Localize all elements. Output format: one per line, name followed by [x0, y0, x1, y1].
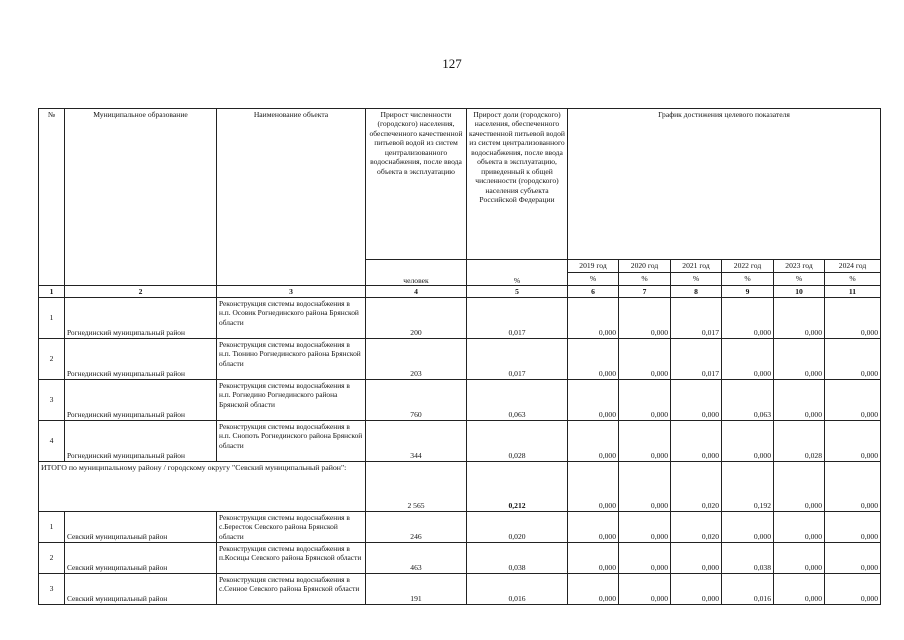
municipality-cell: Рогнединский муниципальный район — [65, 339, 217, 380]
table-row — [39, 421, 881, 462]
year-2023: 2023 год — [774, 260, 825, 273]
value-2022: 0,000 — [722, 421, 774, 462]
value-2023: 0,000 — [774, 339, 825, 380]
value-2019: 0,000 — [568, 421, 619, 462]
municipality-cell: Севский муниципальный район — [65, 512, 217, 543]
value-2021: 0,000 — [671, 574, 722, 605]
value-2021: 0,000 — [671, 380, 722, 421]
column-number: 10 — [774, 286, 825, 298]
header-growth-count: Прирост численности (городского) населения, обеспеченного качественной питьевой водой из систем централизованного водоснабжения, после ввода объекта в эксплуатацию — [366, 109, 467, 260]
value-2023: 0,028 — [774, 421, 825, 462]
year-2020: 2020 год — [619, 260, 671, 273]
total-2024: 0,000 — [825, 462, 881, 512]
value-2020: 0,000 — [619, 512, 671, 543]
municipality-cell: Рогнединский муниципальный район — [65, 421, 217, 462]
people-cell: 463 — [366, 543, 467, 574]
column-number: 3 — [217, 286, 366, 298]
value-2021: 0,000 — [671, 543, 722, 574]
table-row — [39, 574, 881, 605]
row-number: 3 — [39, 380, 65, 421]
value-2023: 0,000 — [774, 512, 825, 543]
year-2024: 2024 год — [825, 260, 881, 273]
municipality-cell: Севский муниципальный район — [65, 543, 217, 574]
header-growth-share: Прирост доли (городского) населения, обеспеченного качественной питьевой водой из систем централизованного водоснабжения, после ввода объекта в эксплуатацию, приведенный к общей численности (городского) населения субъекта Российской Федерации — [467, 109, 568, 260]
value-2020: 0,000 — [619, 421, 671, 462]
total-share: 0,212 — [467, 462, 568, 512]
total-row — [39, 462, 881, 512]
row-number: 3 — [39, 574, 65, 605]
value-2020: 0,000 — [619, 574, 671, 605]
value-2019: 0,000 — [568, 298, 619, 339]
header-no: № — [39, 109, 65, 286]
row-number: 4 — [39, 421, 65, 462]
value-2020: 0,000 — [619, 543, 671, 574]
value-2022: 0,016 — [722, 574, 774, 605]
object-cell: Реконструкция системы водоснабжения в с.Сенное Севского района Брянской области — [217, 574, 366, 605]
column-number: 7 — [619, 286, 671, 298]
header-object: Наименование объекта — [217, 109, 366, 286]
share-cell: 0,016 — [467, 574, 568, 605]
row-number: 2 — [39, 339, 65, 380]
unit-percent-2020: % — [619, 273, 671, 286]
object-cell: Реконструкция системы водоснабжения в н.п. Осовик Рогнединского района Брянской области — [217, 298, 366, 339]
target-indicator-table — [38, 108, 881, 605]
column-number: 11 — [825, 286, 881, 298]
column-number: 6 — [568, 286, 619, 298]
unit-percent-2019: % — [568, 273, 619, 286]
total-2020: 0,000 — [619, 462, 671, 512]
total-2021: 0,020 — [671, 462, 722, 512]
share-cell: 0,017 — [467, 298, 568, 339]
share-cell: 0,028 — [467, 421, 568, 462]
value-2024: 0,000 — [825, 574, 881, 605]
value-2024: 0,000 — [825, 421, 881, 462]
object-cell: Реконструкция системы водоснабжения в н.п. Тюнино Рогнединского района Брянской области — [217, 339, 366, 380]
header-row — [39, 109, 881, 260]
table-row — [39, 339, 881, 380]
column-number: 1 — [39, 286, 65, 298]
value-2022: 0,000 — [722, 298, 774, 339]
value-2023: 0,000 — [774, 298, 825, 339]
value-2022: 0,000 — [722, 339, 774, 380]
value-2021: 0,000 — [671, 421, 722, 462]
year-2021: 2021 год — [671, 260, 722, 273]
total-people: 2 565 — [366, 462, 467, 512]
value-2020: 0,000 — [619, 380, 671, 421]
value-2023: 0,000 — [774, 543, 825, 574]
value-2021: 0,017 — [671, 339, 722, 380]
value-2020: 0,000 — [619, 339, 671, 380]
value-2019: 0,000 — [568, 543, 619, 574]
value-2019: 0,000 — [568, 380, 619, 421]
object-cell: Реконструкция системы водоснабжения в с.Бересток Севского района Брянской области — [217, 512, 366, 543]
column-number-row — [39, 286, 881, 298]
people-cell: 200 — [366, 298, 467, 339]
table-row — [39, 380, 881, 421]
share-cell: 0,017 — [467, 339, 568, 380]
object-cell: Реконструкция системы водоснабжения в п.Косицы Севского района Брянской области — [217, 543, 366, 574]
total-2023: 0,000 — [774, 462, 825, 512]
value-2022: 0,000 — [722, 512, 774, 543]
value-2022: 0,038 — [722, 543, 774, 574]
value-2023: 0,000 — [774, 380, 825, 421]
page-number: 127 — [442, 56, 462, 71]
year-2019: 2019 год — [568, 260, 619, 273]
value-2024: 0,000 — [825, 543, 881, 574]
header-municipality: Муниципальное образование — [65, 109, 217, 286]
value-2019: 0,000 — [568, 574, 619, 605]
total-2019: 0,000 — [568, 462, 619, 512]
column-number: 4 — [366, 286, 467, 298]
total-label: ИТОГО по муниципальному району / городскому округу "Севский муниципальный район": — [39, 462, 366, 512]
unit-percent-2024: % — [825, 273, 881, 286]
share-cell: 0,063 — [467, 380, 568, 421]
value-2023: 0,000 — [774, 574, 825, 605]
object-cell: Реконструкция системы водоснабжения в н.п. Снопоть Рогнединского района Брянской области — [217, 421, 366, 462]
value-2021: 0,017 — [671, 298, 722, 339]
year-2022: 2022 год — [722, 260, 774, 273]
people-cell: 246 — [366, 512, 467, 543]
value-2024: 0,000 — [825, 339, 881, 380]
people-cell: 760 — [366, 380, 467, 421]
table-row — [39, 543, 881, 574]
municipality-cell: Рогнединский муниципальный район — [65, 298, 217, 339]
column-number: 8 — [671, 286, 722, 298]
value-2024: 0,000 — [825, 298, 881, 339]
row-number: 2 — [39, 543, 65, 574]
share-cell: 0,020 — [467, 512, 568, 543]
object-cell: Реконструкция системы водоснабжения в н.п. Рогнедино Рогнединского района Брянской области — [217, 380, 366, 421]
unit-people: человек — [366, 260, 467, 286]
unit-percent-2023: % — [774, 273, 825, 286]
unit-percent-share: % — [467, 260, 568, 286]
value-2024: 0,000 — [825, 380, 881, 421]
value-2019: 0,000 — [568, 512, 619, 543]
table-row — [39, 512, 881, 543]
value-2024: 0,000 — [825, 512, 881, 543]
people-cell: 344 — [366, 421, 467, 462]
column-number: 2 — [65, 286, 217, 298]
people-cell: 191 — [366, 574, 467, 605]
value-2019: 0,000 — [568, 339, 619, 380]
column-number: 5 — [467, 286, 568, 298]
value-2022: 0,063 — [722, 380, 774, 421]
header-schedule: График достижения целевого показателя — [568, 109, 881, 260]
row-number: 1 — [39, 298, 65, 339]
share-cell: 0,038 — [467, 543, 568, 574]
municipality-cell: Севский муниципальный район — [65, 574, 217, 605]
total-2022: 0,192 — [722, 462, 774, 512]
value-2020: 0,000 — [619, 298, 671, 339]
people-cell: 203 — [366, 339, 467, 380]
table-row — [39, 298, 881, 339]
municipality-cell: Рогнединский муниципальный район — [65, 380, 217, 421]
column-number: 9 — [722, 286, 774, 298]
unit-percent-2022: % — [722, 273, 774, 286]
unit-percent-2021: % — [671, 273, 722, 286]
value-2021: 0,020 — [671, 512, 722, 543]
row-number: 1 — [39, 512, 65, 543]
